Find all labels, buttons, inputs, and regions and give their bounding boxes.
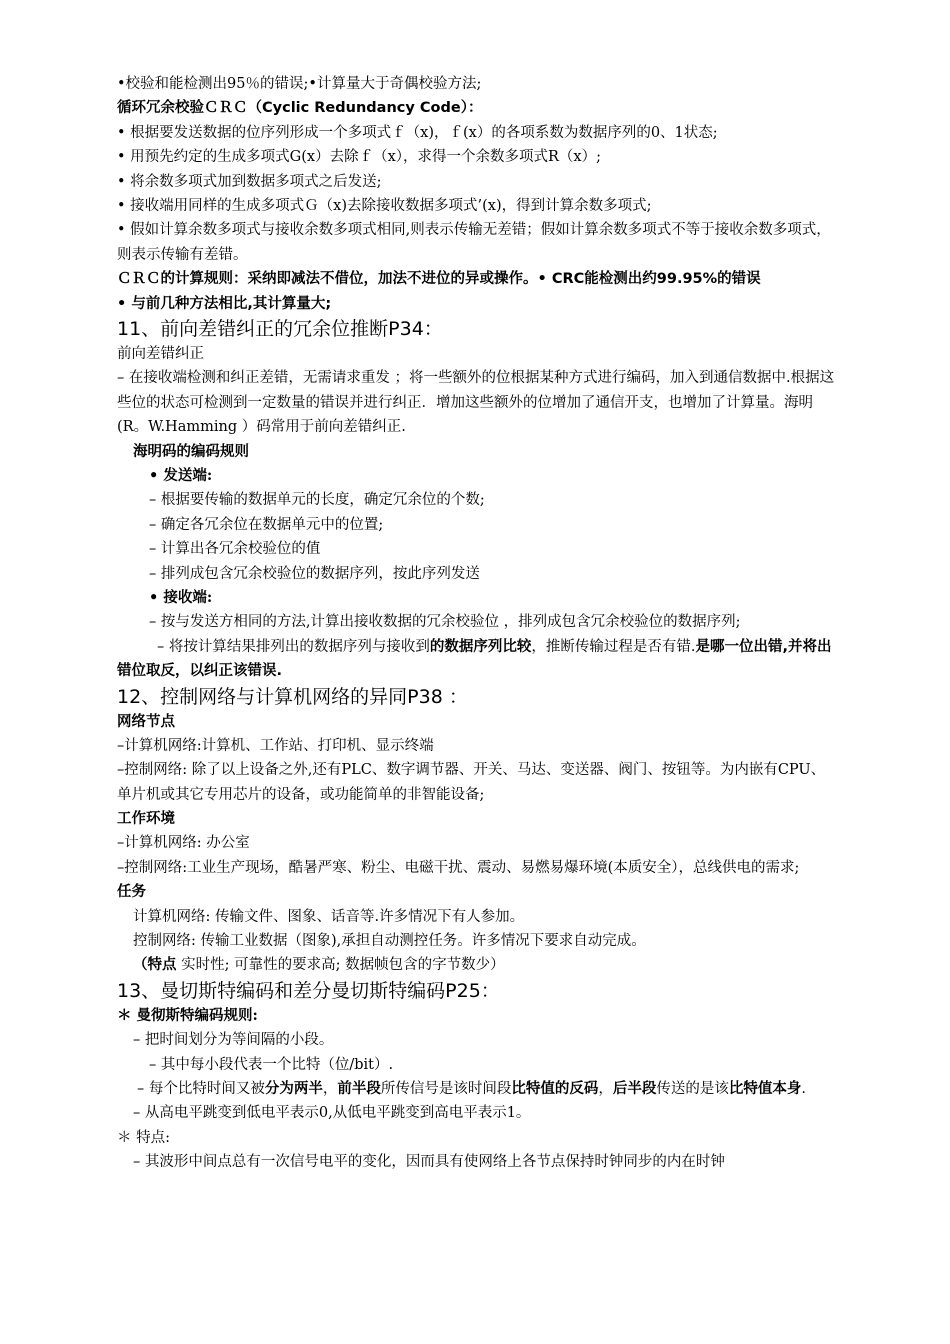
text-line: 计算机网络: 传输文件、图象、话音等.许多情况下有人参加。 xyxy=(133,908,525,925)
section-heading-11: 11、前向差错纠正的冗余位推断P34： xyxy=(117,317,443,340)
dash-item: – 把时间划分为等间隔的小段。 xyxy=(133,1032,334,1049)
subheading: 工作环境 xyxy=(117,810,175,828)
dash-item: – 其中每小段代表一个比特（位/bit）. xyxy=(149,1056,394,1073)
text-run: – 每个比特时间又被 xyxy=(137,1081,265,1098)
text-run-bold: （特点 xyxy=(133,956,177,974)
text-run-bold: 后半段 xyxy=(612,1081,657,1098)
subheading: 任务 xyxy=(117,883,146,901)
text-run-bold: 的数据序列比较 xyxy=(429,638,532,655)
bullet-item: • 根据要发送数据的位序列形成一个多项式ｆ（x)，ｆ(x）的各项系数为数据序列的0、1状态; xyxy=(117,124,718,141)
text-run: ， xyxy=(598,1081,613,1098)
subheading: ＊ 曼彻斯特编码规则: xyxy=(117,1006,258,1024)
text-line: 控制网络: 传输工业数据（图象),承担自动测控任务。许多情况下要求自动完成。 xyxy=(133,933,646,950)
dash-item: – 确定各冗余位在数据单元中的位置; xyxy=(149,516,384,533)
paragraph-mixed xyxy=(117,1077,839,1101)
subheading-hamming: 海明码的编码规则 xyxy=(133,442,249,460)
text-run-bold: 比特值的反码 xyxy=(511,1081,599,1098)
section-heading-12: 12、控制网络与计算机网络的异同P38 ： xyxy=(117,685,468,708)
subheading: 网络节点 xyxy=(117,712,175,730)
bullet-item: • 假如计算余数多项式与接收余数多项式相同,则表示传输无差错；假如计算余数多项式不等于接收余数多项式，则表示传输有差错。 xyxy=(117,222,831,263)
dash-item: – 根据要传输的数据单元的长度，确定冗余位的个数; xyxy=(149,492,485,509)
text-run-bold: 分为两半 xyxy=(264,1081,323,1098)
bullet-item: • 用预先约定的生成多项式G(x）去除ｆ（x），求得一个余数多项式R（x）; xyxy=(117,149,601,166)
crc-rule-paragraph: ＣＲＣ的计算规则：采纳即减法不借位，加法不进位的异或操作。• CRC能检测出约99.95%的错误 xyxy=(117,271,761,288)
text-run: 所传信号是该时间段 xyxy=(380,1081,512,1098)
dash-item: –控制网络:工业生产现场，酷暑严寒、粉尘、电磁干扰、震动、易燃易爆环境(本质安全），总线供电的需求; xyxy=(117,859,800,876)
dash-item: –计算机网络: 办公室 xyxy=(117,835,250,852)
dash-item: – 计算出各冗余校验位的值 xyxy=(149,541,321,558)
section-heading-13: 13、曼切斯特编码和差分曼切斯特编码P25： xyxy=(117,979,500,1002)
dash-item: –控制网络: 除了以上设备之外,还有PLC、数字调节器、开关、马达、变送器、阀门、按钮等。为内嵌有CPU、单片机或其它专用芯片的设备，或功能简单的非智能设备; xyxy=(117,762,826,803)
paragraph: – 在接收端检测和纠正差错，无需请求重发 ；将一些额外的位根据某种方式进行编码，加入到通信数据中.根据这些位的状态可检测到一定数量的错误并进行纠正．增加这些额外的位增加了通信开支，也增加了计算量。海明(R。W.Hamming ）码常用于前向差错纠正. xyxy=(117,370,835,436)
text-line: •校验和能检测出95％的错误;•计算量大于奇偶校验方法; xyxy=(117,76,482,92)
dash-item: – 排列成包含冗余校验位的数据序列，按此序列发送 xyxy=(149,565,480,582)
section-subtitle-crc: 循环冗余校验ＣＲＣ（Cyclic Redundancy Code）： xyxy=(117,100,483,117)
subheading-receiver: • 接收端: xyxy=(149,588,213,606)
subheading-sender: • 发送端: xyxy=(149,466,213,484)
subheading: ＊ 特点: xyxy=(117,1129,170,1146)
paragraph-mixed xyxy=(117,635,839,684)
text-run: ，推断传输过程是否有错. xyxy=(531,638,696,655)
document-page xyxy=(117,72,839,1175)
text-run: – 将按计算结果排列出的数据序列与接收到 xyxy=(157,638,430,655)
text-run-bold: 比特值本身 xyxy=(728,1081,802,1098)
text-line: 前向差错纠正 xyxy=(117,345,204,362)
text-run-bold: 前半段 xyxy=(337,1081,381,1098)
text-line-mixed xyxy=(117,953,839,977)
dash-item: – 从高电平跳变到低电平表示0,从低电平跳变到高电平表示1。 xyxy=(133,1105,531,1122)
dash-item: – 其波形中间点总有一次信号电平的变化，因而具有使网络上各节点保持时钟同步的内在时钟 xyxy=(133,1154,725,1171)
bullet-item: • 接收端用同样的生成多项式Ｇ（x)去除接收数据多项式’(x)，得到计算余数多项式; xyxy=(117,197,652,214)
bullet-item: • 与前几种方法相比,其计算量大; xyxy=(117,295,332,312)
text-run: 传送的是该 xyxy=(656,1081,729,1098)
text-run-bold: 是哪一位出错,并将出错位取反，以纠正该错误. xyxy=(117,638,832,680)
dash-item: – 按与发送方相同的方法,计算出接收数据的冗余校验位 ，排列成包含冗余校验位的数据序列; xyxy=(149,614,741,631)
bullet-item: • 将余数多项式加到数据多项式之后发送; xyxy=(117,173,382,190)
dash-item: –计算机网络:计算机、工作站、打印机、显示终端 xyxy=(117,737,434,754)
text-run: . xyxy=(801,1081,806,1098)
text-run: ， xyxy=(322,1081,338,1098)
text-run: 实时性; 可靠性的要求高; 数据帧包含的字节数少） xyxy=(176,957,505,974)
